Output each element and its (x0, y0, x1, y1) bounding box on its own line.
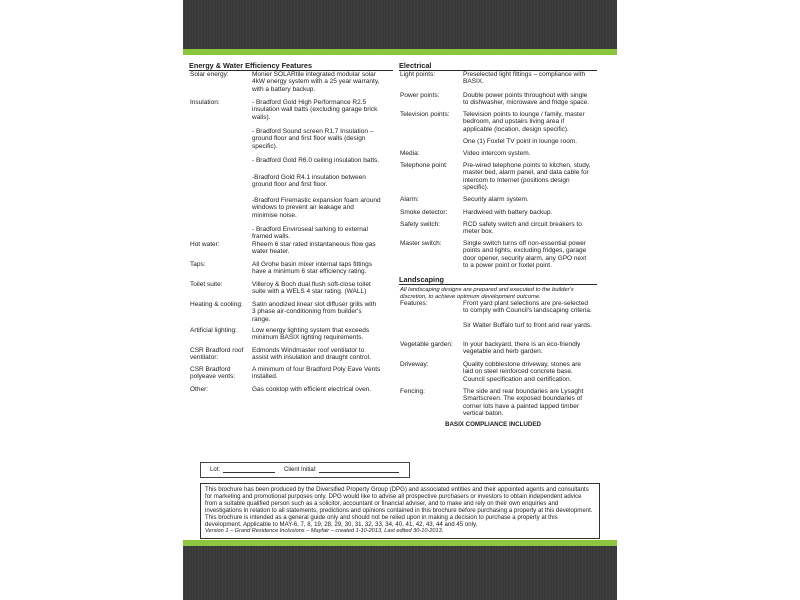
spec-value: One (1) Foxtel TV point in lounge room. (463, 138, 578, 145)
spec-label: Toilet suite: (190, 281, 223, 288)
lot-client-initial-box (200, 462, 410, 478)
spec-label: Television points: (400, 111, 450, 118)
spec-label: Power points: (400, 92, 440, 99)
spec-label: CSR Bradford roof ventilator: (190, 347, 244, 362)
spec-value: - Bradford Gold R6.0 ceiling insulation batts. (252, 157, 380, 164)
spec-value: Rheem 6 star rated instantaneous flow gas water heater. (252, 241, 376, 256)
spec-value: Quality cobblestone driveway, stones are laid on steel reinforced concrete base. Council specification and certification. (463, 361, 582, 383)
disclaimer-text: This brochure has been produced by the Diversified Property Group (DPG) and associated entities and their appointed agents and consultants for marketing and promotional purposes only. DPG would like to advise all prospective purchasers or investors to obtain independent advice from a suitable qualified person such as a solicitor, accountant or financial adviser, and to make and rely on their own enquiries and investigations in relation to all statements, predictions and opinions contained in this brochure before purchasing a property at this development. This brochure is intended as a general guide only and should not be relied upon in making a decision to purchase a property at this development. Applicable to MAY-6, 7, 8, 19, 28, 29, 30, 31, 32, 33, 34, 40, 41, 42, 43, 44 and 45 only. (205, 486, 593, 528)
spec-value: - Bradford Enviroseal sarking to external framed walls. (252, 226, 368, 241)
electrical-landscaping-section (400, 0, 597, 440)
spec-value: Pre-wired telephone points to kitchen, study, master bed, alarm panel, and data cable for intercom to Internet (positions design specific). (463, 162, 591, 191)
spec-label: Light points: (400, 71, 436, 78)
spec-label: CSR Bradford polyeave vents: (190, 366, 236, 381)
spec-value: In your backyard, there is an eco-friendly vegetable and herb garden. (463, 341, 581, 356)
landscaping-note: All landscaping designs are prepared and executed to the builder's discretion, to achieve optimum development outcome. (400, 287, 574, 300)
lot-label: Lot: (210, 467, 221, 473)
spec-value: A minimum of four Bradford Poly Eave Vents installed. (252, 366, 381, 381)
spec-label: Master switch: (400, 240, 442, 247)
spec-value: -Bradford Gold R4.1 insulation between ground floor and first floor. (252, 174, 366, 189)
spec-value: -Bradford Firemastic expansion foam around windows to prevent air leakage and minimise noise. (252, 197, 381, 219)
spec-value: Satin anodized linear slot diffuser grills with 3 phase air-conditioning from builder's range. (252, 301, 377, 323)
spec-value: The side and rear boundaries are Lysaght Smartscreen. The exposed boundaries of corner lots have a painted lapped timber vertical baton. (463, 388, 584, 417)
spec-value: Gas cooktop with efficient electrical oven. (252, 386, 372, 393)
spec-value: Preselected light fittings – compliance with BASIX. (463, 71, 586, 86)
spec-label: Telephone point: (400, 162, 448, 169)
spec-value: - Bradford Gold High Performance R2.5 insulation wall batts (excluding garage brick walls). (252, 99, 378, 121)
version-line: Version 1 – Grand Residence Inclusions – Mayfair – created 1-10-2013, Last edited 30-10-2013. (205, 528, 444, 535)
spec-label: Other: (190, 386, 209, 393)
spec-value: Front yard plant selections are pre-selected to comply with Council's landscaping criteria. (463, 300, 592, 315)
spec-value: Single switch turns off non-essential power points and lights, excluding fridges, garage door opener, security alarm, any GPO next to a power point or foxtel point. (463, 240, 587, 269)
electrical-heading: Electrical (399, 61, 597, 71)
spec-label: Fencing: (400, 388, 425, 395)
spec-value: RCD safety switch and circuit breakers to meter box. (463, 221, 582, 236)
spec-label: Safety switch: (400, 221, 441, 228)
spec-value: Sir Walter Buffalo turf to front and rear yards. (463, 322, 592, 329)
spec-value: Hardwired with battery backup. (463, 209, 553, 216)
spec-value: Edmonds Windmaster roof ventilator to assist with insulation and draught control. (252, 347, 371, 362)
spec-value: Double power points throughout with single to dishwasher, microwave and fridge space. (463, 92, 590, 107)
spec-value: Security alarm system. (463, 196, 529, 203)
spec-value: Video intercom system. (463, 150, 531, 157)
client-initial-blank-line (319, 472, 399, 473)
spec-label: Insulation: (190, 99, 220, 106)
lot-blank-line (223, 472, 275, 473)
spec-value: Television points to lounge / family, master bedroom, and upstairs living area if applicable (location, design specific). (463, 111, 585, 133)
disclaimer-box (200, 483, 600, 539)
spec-label: Media: (400, 150, 420, 157)
spec-value: All Grohe basin mixer internal taps fittings have a minimum 6 star efficiency rating. (252, 261, 372, 276)
spec-label: Hot water: (190, 241, 220, 248)
spec-label: Driveway: (400, 361, 429, 368)
spec-label: Solar energy: (190, 71, 229, 78)
spec-label: Alarm: (400, 196, 419, 203)
spec-value: Villeroy & Boch dual flush soft-close toilet suite with a WELS 4 star rating. (WALL) (252, 281, 371, 296)
client-initial-label: Client Initial: (284, 467, 317, 473)
spec-label: Smoke detector: (400, 209, 448, 216)
basix-compliance-note: BASIX COMPLIANCE INCLUDED (445, 421, 541, 428)
spec-label: Features: (400, 300, 428, 307)
energy-water-heading: Energy & Water Efficiency Features (189, 61, 393, 71)
footer-band (183, 546, 617, 600)
spec-label: Artificial lighting: (190, 327, 237, 334)
landscaping-heading: Landscaping (399, 275, 597, 285)
spec-value: Monier SOLARtile integrated modular solar 4kW energy system with a 25 year warranty, with a battery backup. (252, 71, 380, 93)
spec-value: Low energy lighting system that exceeds minimum BASIX lighting requirements. (252, 327, 370, 342)
spec-value: - Bradford Sound screen R1.7 Insulation – ground floor and first floor walls (design specific). (252, 128, 374, 150)
spec-label: Vegetable garden: (400, 341, 453, 348)
spec-label: Heating & cooling: (190, 301, 243, 308)
energy-water-section (190, 0, 393, 440)
spec-label: Taps: (190, 261, 206, 268)
